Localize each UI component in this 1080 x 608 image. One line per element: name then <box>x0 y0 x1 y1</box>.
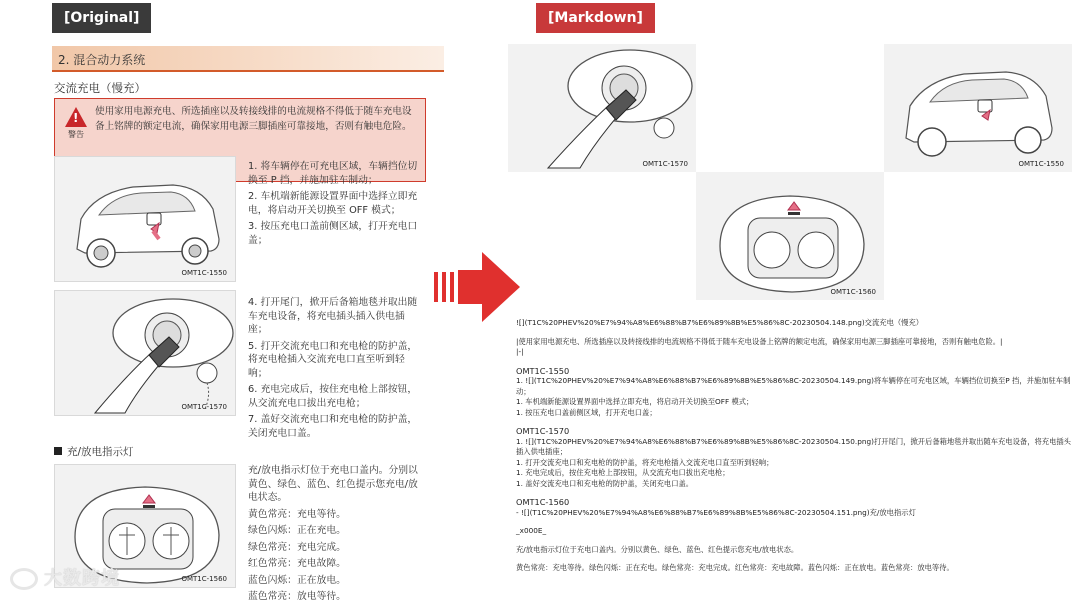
steps-list-2 <box>248 296 418 443</box>
indicator-state: 蓝色闪烁：正在放电。 <box>248 574 346 586</box>
indicator-intro: 充/放电指示灯位于充电口盖内。分别以黄色、绿色、蓝色、红色提示您充电/放电状态。 <box>248 465 418 503</box>
indicator-state: 绿色闪烁：正在充电。 <box>248 525 346 536</box>
indicator-state: 黄色常亮：充电等待。 <box>248 508 346 520</box>
md-line: 1. 打开交流充电口和充电枪的防护盖，将充电枪插入交流充电口直至听到轻响； <box>516 457 774 467</box>
section-title: 2. 混合动力系统 <box>58 53 146 67</box>
md-figure-caption: OMT1C-1560 <box>830 288 876 296</box>
markdown-tag: [Markdown] <box>536 3 655 33</box>
indicator-state: 绿色常亮：充电完成。 <box>248 541 346 553</box>
md-line: 1. 充电完成后，按住充电枪上部按钮，从交流充电口拔出充电枪； <box>516 468 730 477</box>
watermark: 大数跨境 <box>10 564 120 590</box>
subsection-title: 交流充电（慢充） <box>54 81 146 95</box>
step-item: 5. 打开交流充电口和充电枪的防护盖，将充电枪插入交流充电口直至听到轻响； <box>248 340 418 379</box>
steps-list-1 <box>248 160 418 250</box>
md-figure-plug-in <box>508 44 696 172</box>
warning-text: 使用家用电源充电、所选插座以及转接线排的电流规格不得低于随车充电设备上铭牌的额定电流，确保家用电源三脚插座可靠接地，否则有触电危险。 <box>95 106 412 132</box>
conversion-arrow-icon <box>434 252 520 322</box>
md-line: |使用家用电源充电、所选插座以及转接线排的电流规格不得低于随车充电设备上铭牌的额定电流，确保家用电源三脚插座可靠接地，否则有触电危险。| <box>516 336 1003 346</box>
md-figure-car-rear <box>884 44 1072 172</box>
md-line: _x000E_ <box>516 526 547 535</box>
step-item: 3. 按压充电口盖前侧区域，打开充电口盖； <box>248 221 418 246</box>
markdown-text <box>516 318 1078 574</box>
step-item: 6. 充电完成后，按住充电枪上部按钮，从交流充电口拔出充电枪； <box>248 384 418 409</box>
md-line: - ![](T1C%20PHEV%20%E7%94%A8%E6%88%B7%E6%89%8B%E5%86%8C-20230504.151.png)充/放电指示灯 <box>516 507 916 517</box>
step-item: 1. 将车辆停在可充电区域，车辆挡位切换至 P 挡，并施加驻车制动； <box>248 161 418 186</box>
warning-icon: ! 警告 <box>61 107 91 151</box>
step-item: 4. 打开尾门，掀开后备箱地毯并取出随车充电设备，将充电插头插入供电插座； <box>248 297 418 335</box>
md-heading: OMT1C-1560 <box>516 497 570 507</box>
md-line: 1. 盖好交流充电口和充电枪的防护盖，关闭充电口盖。 <box>516 478 694 488</box>
figure-caption: OMT1C-1570 <box>181 403 227 411</box>
original-document <box>52 44 444 604</box>
md-line: 黄色常亮：充电等待。绿色闪烁：正在充电。绿色常亮：充电完成。红色常亮：充电故障。蓝色闪烁：正在放电。蓝色常亮：放电等待。 <box>516 563 954 572</box>
watermark-logo-icon <box>10 568 38 590</box>
figure-caption: OMT1C-1550 <box>181 269 227 277</box>
figure-plug-in <box>54 290 236 416</box>
md-line: ![](T1C%20PHEV%20%E7%94%A8%E6%88%B7%E6%89%8B%E5%86%8C-20230504.148.png)交流充电（慢充） <box>516 318 924 327</box>
md-heading: OMT1C-1570 <box>516 426 570 436</box>
md-heading: OMT1C-1550 <box>516 365 570 376</box>
warning-label: 警告 <box>68 130 84 139</box>
indicator-state: 蓝色常亮：放电等待。 <box>248 591 346 602</box>
md-line: |-| <box>516 347 524 356</box>
indicator-state: 红色常亮：充电故障。 <box>248 558 346 569</box>
md-line: 1. 按压充电口盖前侧区域，打开充电口盖； <box>516 407 657 417</box>
step-item: 7. 盖好交流充电口和充电枪的防护盖，关闭充电口盖。 <box>248 414 418 439</box>
md-figure-caption: OMT1C-1550 <box>1018 160 1064 168</box>
md-line: 1. ![](T1C%20PHEV%20%E7%94%A8%E6%88%B7%E6%89%8B%E5%86%8C-20230504.150.png)打开尾门，掀开后备箱地毯并取出随车充电设备，将充电插头插入供电插座； <box>516 436 1071 456</box>
step-item: 2. 车机端新能源设置界面中选择立即充电，将启动开关切换至 OFF 模式； <box>248 191 418 216</box>
figure-caption: OMT1C-1560 <box>181 575 227 583</box>
original-tag: [Original] <box>52 3 151 33</box>
md-figure-caption: OMT1C-1570 <box>642 160 688 168</box>
md-line: 充/放电指示灯位于充电口盖内。分别以黄色、绿色、蓝色、红色提示您充电/放电状态。 <box>516 544 799 554</box>
square-bullet-icon <box>54 447 62 455</box>
indicator-title: 充/放电指示灯 <box>54 444 134 459</box>
md-figure-charge-port <box>696 172 884 300</box>
figure-car-rear <box>54 156 236 282</box>
md-line: 1. 车机端新能源设置界面中选择立即充电，将启动开关切换至OFF 模式； <box>516 397 754 406</box>
md-line: 1. ![](T1C%20PHEV%20%E7%94%A8%E6%88%B7%E6%89%8B%E5%86%8C-20230504.149.png)将车辆停在可充电区域，车辆挡位切换至P 挡，并施加驻车制动； <box>516 376 1071 396</box>
section-header <box>52 46 444 72</box>
indicator-description <box>248 464 424 604</box>
